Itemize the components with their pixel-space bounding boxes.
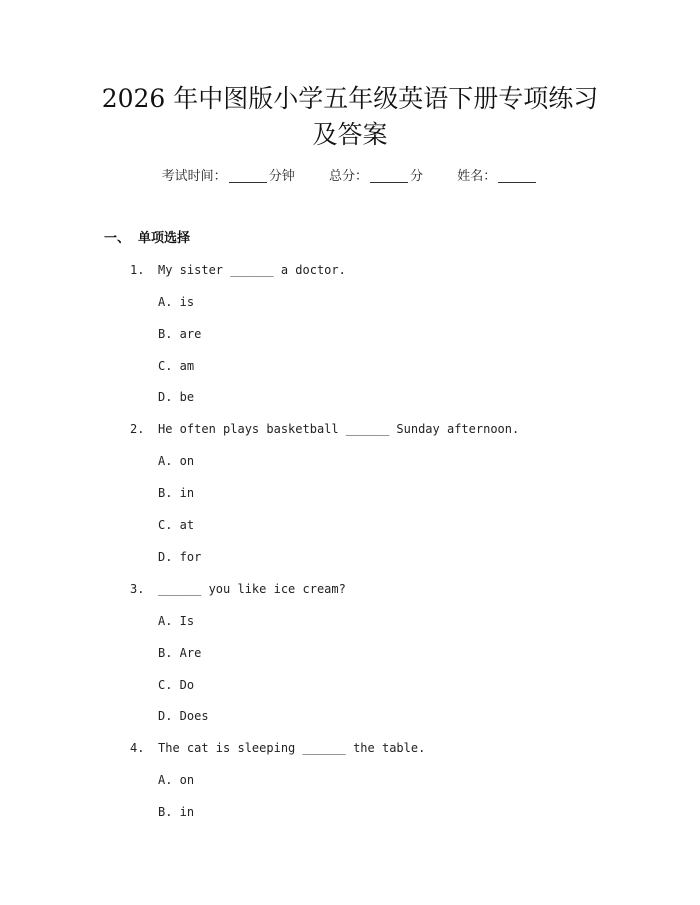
total-score-label: 总分： bbox=[328, 169, 368, 184]
page-title-line-1: 2026 年中图版小学五年级英语下册专项练习 bbox=[101, 84, 599, 113]
question-1-text: My sister ______ a doctor. bbox=[158, 263, 346, 277]
question-3-option-d: D. Does bbox=[158, 709, 209, 723]
exam-time-unit: 分钟 bbox=[268, 169, 295, 184]
total-score-unit: 分 bbox=[410, 169, 424, 184]
question-4-text: The cat is sleeping ______ the table. bbox=[158, 741, 426, 755]
page-title-line-2: 及答案 bbox=[312, 120, 388, 149]
section-number: 一、 bbox=[104, 231, 131, 246]
question-2-option-c: C. at bbox=[158, 518, 195, 532]
question-3-option-b: B. Are bbox=[158, 646, 202, 660]
student-name-label: 姓名： bbox=[457, 169, 497, 184]
question-4-option-b: B. in bbox=[158, 805, 195, 819]
question-1-option-d: D. be bbox=[158, 390, 195, 404]
exam-info bbox=[0, 167, 700, 187]
question-2-text: He often plays basketball ______ Sunday afternoon. bbox=[158, 422, 520, 436]
question-3-option-c: C. Do bbox=[158, 678, 195, 692]
total-score-blank bbox=[370, 168, 408, 183]
question-1-option-c: C. am bbox=[158, 359, 195, 373]
student-name-blank bbox=[498, 168, 536, 183]
question-2-number: 2. bbox=[130, 422, 145, 436]
exam-time-label: 考试时间： bbox=[161, 169, 227, 184]
question-1-option-a: A. is bbox=[158, 295, 195, 309]
section-heading bbox=[104, 230, 190, 248]
question-4-option-a: A. on bbox=[158, 773, 195, 787]
student-name-field bbox=[457, 167, 538, 187]
exam-time-field bbox=[162, 167, 295, 187]
question-2-option-b: B. in bbox=[158, 486, 195, 500]
total-score-field bbox=[329, 167, 423, 187]
question-4-number: 4. bbox=[130, 741, 145, 755]
exam-time-blank bbox=[229, 168, 267, 183]
question-3-text: ______ you like ice cream? bbox=[158, 582, 346, 596]
question-3-option-a: A. Is bbox=[158, 614, 195, 628]
question-1-option-b: B. are bbox=[158, 327, 202, 341]
question-3-number: 3. bbox=[130, 582, 145, 596]
question-1-number: 1. bbox=[130, 263, 145, 277]
question-2-option-a: A. on bbox=[158, 454, 195, 468]
question-2-option-d: D. for bbox=[158, 550, 202, 564]
section-title: 单项选择 bbox=[138, 231, 191, 246]
